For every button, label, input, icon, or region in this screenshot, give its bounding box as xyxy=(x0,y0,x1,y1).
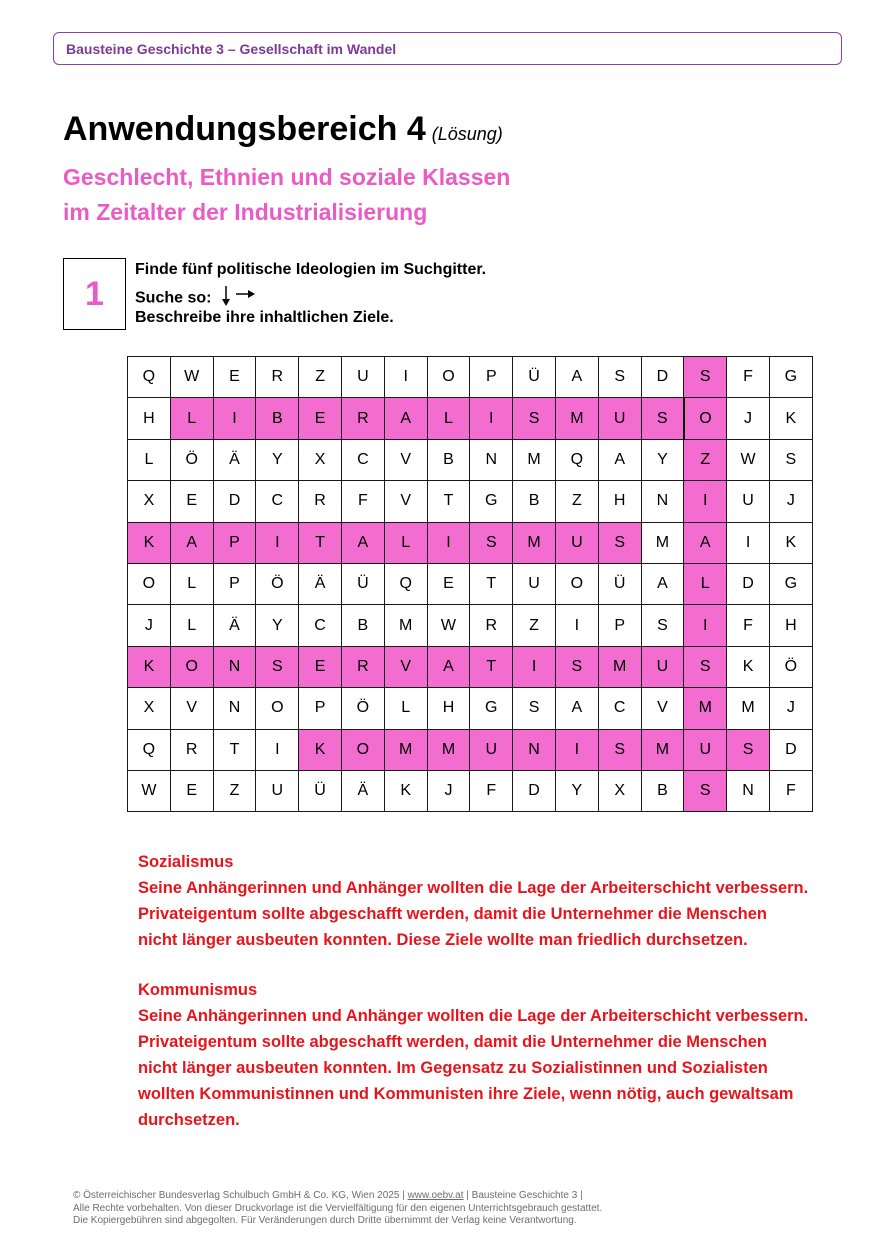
grid-cell: V xyxy=(384,481,427,522)
grid-cell: Y xyxy=(555,770,598,811)
grid-cell: T xyxy=(470,563,513,604)
grid-cell: C xyxy=(341,439,384,480)
grid-cell: A xyxy=(341,522,384,563)
grid-cell: O xyxy=(170,646,213,687)
grid-cell: T xyxy=(470,646,513,687)
grid-cell: S xyxy=(684,770,727,811)
grid-cell: C xyxy=(598,688,641,729)
grid-row xyxy=(128,481,813,522)
grid-cell: O xyxy=(341,729,384,770)
grid-cell: S xyxy=(641,398,684,439)
task-number-box: 1 xyxy=(63,258,126,330)
footer-line-3: Die Kopiergebühren sind abgegolten. Für Veränderungen durch Dritte übernimmt der Verlag keine Verantwortung. xyxy=(73,1215,577,1226)
grid-cell: N xyxy=(470,439,513,480)
arrow-right-icon xyxy=(236,290,255,298)
grid-cell: G xyxy=(769,357,812,398)
grid-cell: Q xyxy=(555,439,598,480)
grid-cell: Ö xyxy=(769,646,812,687)
grid-cell: N xyxy=(213,688,256,729)
grid-cell: W xyxy=(128,770,171,811)
footer-line-2: Alle Rechte vorbehalten. Von dieser Druckvorlage ist die Vervielfältigung für den eigenen Unterrichtsgebrauch gestattet. xyxy=(73,1202,603,1214)
grid-cell: V xyxy=(641,688,684,729)
grid-cell: O xyxy=(555,563,598,604)
grid-cell: Ü xyxy=(598,563,641,604)
grid-cell: P xyxy=(213,522,256,563)
answer-line: Seine Anhängerinnen und Anhänger wollten die Lage der Arbeiterschicht verbessern. xyxy=(138,879,809,897)
grid-cell: F xyxy=(470,770,513,811)
grid-cell: S xyxy=(256,646,299,687)
grid-cell: P xyxy=(470,357,513,398)
grid-cell: V xyxy=(384,439,427,480)
grid-cell: V xyxy=(170,688,213,729)
grid-cell: U xyxy=(727,481,770,522)
grid-cell: S xyxy=(769,439,812,480)
grid-cell: X xyxy=(598,770,641,811)
copyright-text: © Österreichischer Bundesverlag Schulbuch GmbH & Co. KG, Wien 2025 | xyxy=(73,1190,405,1201)
grid-cell: I xyxy=(470,398,513,439)
grid-cell: S xyxy=(684,357,727,398)
series-ref: | Bausteine Geschichte 3 | xyxy=(466,1190,583,1201)
grid-cell: I xyxy=(555,729,598,770)
grid-cell: R xyxy=(170,729,213,770)
task-instruction-1: Finde fünf politische Ideologien im Suchgitter. xyxy=(135,261,487,278)
grid-cell: K xyxy=(727,646,770,687)
grid-cell: O xyxy=(427,357,470,398)
grid-cell: L xyxy=(384,688,427,729)
grid-cell: N xyxy=(213,646,256,687)
grid-cell: Ü xyxy=(299,770,342,811)
grid-cell: D xyxy=(727,563,770,604)
answer-heading: Kommunismus xyxy=(138,981,258,999)
grid-cell: Q xyxy=(128,357,171,398)
grid-cell: M xyxy=(555,398,598,439)
grid-row xyxy=(128,522,813,563)
grid-cell: P xyxy=(299,688,342,729)
grid-cell: Z xyxy=(513,605,556,646)
grid-cell: Y xyxy=(256,439,299,480)
grid-cell: U xyxy=(598,398,641,439)
header-bar xyxy=(53,32,842,65)
grid-row xyxy=(128,605,813,646)
grid-cell: K xyxy=(384,770,427,811)
grid-cell: K xyxy=(299,729,342,770)
grid-cell: U xyxy=(513,563,556,604)
task-instruction-2 xyxy=(135,285,256,312)
grid-cell: A xyxy=(555,357,598,398)
footer xyxy=(73,1190,602,1228)
page-title xyxy=(63,110,503,149)
grid-cell: K xyxy=(128,522,171,563)
arrow-down-icon xyxy=(222,286,230,306)
grid-cell: S xyxy=(470,522,513,563)
grid-cell: Y xyxy=(641,439,684,480)
grid-cell: D xyxy=(513,770,556,811)
grid-cell: I xyxy=(727,522,770,563)
grid-row xyxy=(128,770,813,811)
grid-cell: K xyxy=(128,646,171,687)
grid-cell: E xyxy=(170,770,213,811)
grid-cell: S xyxy=(727,729,770,770)
grid-cell: S xyxy=(513,398,556,439)
grid-cell: G xyxy=(769,563,812,604)
grid-cell: I xyxy=(684,481,727,522)
grid-cell: B xyxy=(513,481,556,522)
grid-cell: Ü xyxy=(341,563,384,604)
grid-cell: E xyxy=(299,398,342,439)
title-note: (Lösung) xyxy=(431,124,503,144)
grid-cell: R xyxy=(256,357,299,398)
grid-cell: S xyxy=(555,646,598,687)
grid-cell: S xyxy=(513,688,556,729)
answer-line: Seine Anhängerinnen und Anhänger wollten die Lage der Arbeiterschicht verbessern. xyxy=(138,1007,809,1025)
grid-cell: B xyxy=(641,770,684,811)
grid-cell: W xyxy=(727,439,770,480)
grid-cell: A xyxy=(555,688,598,729)
grid-row xyxy=(128,398,813,439)
grid-row xyxy=(128,357,813,398)
grid-cell: I xyxy=(555,605,598,646)
grid-cell: H xyxy=(128,398,171,439)
grid-cell: B xyxy=(341,605,384,646)
grid-row xyxy=(128,729,813,770)
grid-cell: E xyxy=(299,646,342,687)
grid-cell: W xyxy=(427,605,470,646)
grid-cell: O xyxy=(128,563,171,604)
subtitle-line-2: im Zeitalter der Industrialisierung xyxy=(63,199,428,225)
grid-cell: F xyxy=(727,357,770,398)
grid-cell: A xyxy=(170,522,213,563)
grid-cell: Z xyxy=(213,770,256,811)
grid-cell: A xyxy=(684,522,727,563)
grid-cell: U xyxy=(641,646,684,687)
grid-cell: O xyxy=(256,688,299,729)
grid-cell: R xyxy=(341,646,384,687)
grid-cell: E xyxy=(213,357,256,398)
answer-line: nicht länger ausbeuten konnten. Im Gegensatz zu Sozialistinnen und Sozialisten xyxy=(138,1059,768,1077)
grid-cell: L xyxy=(684,563,727,604)
grid-cell: R xyxy=(299,481,342,522)
grid-cell: J xyxy=(427,770,470,811)
grid-cell: I xyxy=(684,605,727,646)
answer-sozialismus xyxy=(138,849,808,953)
grid-cell: L xyxy=(384,522,427,563)
grid-cell: X xyxy=(128,688,171,729)
grid-cell: Q xyxy=(384,563,427,604)
grid-cell: O xyxy=(684,398,727,439)
grid-cell: I xyxy=(427,522,470,563)
grid-cell: W xyxy=(170,357,213,398)
grid-cell: D xyxy=(213,481,256,522)
publisher-link[interactable]: www.oebv.at xyxy=(407,1190,464,1201)
answer-line: durchsetzen. xyxy=(138,1111,240,1129)
grid-cell: M xyxy=(641,729,684,770)
grid-row xyxy=(128,646,813,687)
grid-cell: T xyxy=(213,729,256,770)
grid-cell: B xyxy=(256,398,299,439)
grid-cell: X xyxy=(128,481,171,522)
grid-cell: Z xyxy=(684,439,727,480)
answer-line: wollten Kommunistinnen und Kommunisten ihre Ziele, wenn nötig, auch gewaltsam xyxy=(138,1085,794,1103)
grid-cell: L xyxy=(128,439,171,480)
grid-cell: X xyxy=(299,439,342,480)
title-main: Anwendungsbereich 4 xyxy=(63,110,426,148)
answer-line: Privateigentum sollte abgeschafft werden, damit die Unternehmer die Menschen xyxy=(138,1033,767,1051)
grid-cell: D xyxy=(641,357,684,398)
grid-cell: U xyxy=(341,357,384,398)
grid-cell: Ü xyxy=(513,357,556,398)
grid-cell: S xyxy=(684,646,727,687)
grid-cell: T xyxy=(299,522,342,563)
grid-cell: J xyxy=(769,481,812,522)
grid-cell: R xyxy=(470,605,513,646)
grid-cell: U xyxy=(555,522,598,563)
grid-cell: F xyxy=(341,481,384,522)
grid-cell: L xyxy=(427,398,470,439)
grid-cell: A xyxy=(427,646,470,687)
grid-cell: E xyxy=(427,563,470,604)
grid-cell: L xyxy=(170,398,213,439)
grid-cell: D xyxy=(769,729,812,770)
grid-cell: Ö xyxy=(170,439,213,480)
grid-cell: U xyxy=(256,770,299,811)
grid-cell: A xyxy=(641,563,684,604)
grid-cell: I xyxy=(213,398,256,439)
grid-cell: I xyxy=(256,729,299,770)
grid-cell: M xyxy=(513,522,556,563)
grid-cell: H xyxy=(427,688,470,729)
grid-cell: R xyxy=(341,398,384,439)
footer-line-1 xyxy=(73,1190,602,1203)
grid-cell: P xyxy=(213,563,256,604)
grid-row xyxy=(128,439,813,480)
grid-cell: K xyxy=(769,398,812,439)
grid-row xyxy=(128,563,813,604)
grid-cell: H xyxy=(769,605,812,646)
grid-cell: E xyxy=(170,481,213,522)
grid-cell: A xyxy=(384,398,427,439)
grid-cell: J xyxy=(769,688,812,729)
subtitle-line-1: Geschlecht, Ethnien und soziale Klassen xyxy=(63,164,511,190)
series-title: Bausteine Geschichte 3 – Gesellschaft im Wandel xyxy=(66,41,397,57)
grid-cell: M xyxy=(384,729,427,770)
grid-cell: C xyxy=(256,481,299,522)
grid-cell: Ä xyxy=(213,439,256,480)
task-instruction-2-text: Suche so: xyxy=(135,289,212,307)
grid-cell: S xyxy=(598,357,641,398)
grid-cell: H xyxy=(598,481,641,522)
grid-cell: Ä xyxy=(213,605,256,646)
grid-cell: B xyxy=(427,439,470,480)
word-search-grid xyxy=(127,356,813,812)
grid-cell: Ä xyxy=(341,770,384,811)
grid-cell: M xyxy=(727,688,770,729)
grid-cell: Z xyxy=(299,357,342,398)
grid-cell: F xyxy=(769,770,812,811)
grid-cell: M xyxy=(513,439,556,480)
grid-cell: I xyxy=(513,646,556,687)
answer-line: nicht länger ausbeuten konnten. Diese Ziele wollte man friedlich durchsetzen. xyxy=(138,931,748,949)
grid-cell: N xyxy=(727,770,770,811)
grid-cell: J xyxy=(727,398,770,439)
grid-cell: M xyxy=(384,605,427,646)
grid-cell: N xyxy=(641,481,684,522)
grid-cell: J xyxy=(128,605,171,646)
answer-heading: Sozialismus xyxy=(138,853,234,871)
grid-cell: M xyxy=(641,522,684,563)
grid-cell: M xyxy=(598,646,641,687)
grid-cell: L xyxy=(170,563,213,604)
grid-cell: Ö xyxy=(341,688,384,729)
grid-cell: Ö xyxy=(256,563,299,604)
grid-cell: L xyxy=(170,605,213,646)
answer-line: Privateigentum sollte abgeschafft werden, damit die Unternehmer die Menschen xyxy=(138,905,767,923)
grid-cell: U xyxy=(470,729,513,770)
grid-row xyxy=(128,688,813,729)
grid-cell: G xyxy=(470,688,513,729)
grid-cell: I xyxy=(384,357,427,398)
grid-cell: Q xyxy=(128,729,171,770)
grid-cell: Y xyxy=(256,605,299,646)
task-instruction-3: Beschreibe ihre inhaltlichen Ziele. xyxy=(135,309,394,326)
grid-cell: A xyxy=(598,439,641,480)
grid-cell: U xyxy=(684,729,727,770)
answer-kommunismus xyxy=(138,977,808,1133)
grid-cell: S xyxy=(598,522,641,563)
grid-cell: M xyxy=(427,729,470,770)
grid-cell: F xyxy=(727,605,770,646)
grid-cell: P xyxy=(598,605,641,646)
grid-cell: G xyxy=(470,481,513,522)
grid-cell: M xyxy=(684,688,727,729)
grid-cell: K xyxy=(769,522,812,563)
grid-cell: T xyxy=(427,481,470,522)
grid-cell: S xyxy=(598,729,641,770)
grid-cell: Ä xyxy=(299,563,342,604)
direction-arrows xyxy=(220,285,256,312)
grid-cell: I xyxy=(256,522,299,563)
grid-cell: Z xyxy=(555,481,598,522)
grid-cell: S xyxy=(641,605,684,646)
grid-cell: V xyxy=(384,646,427,687)
grid-cell: N xyxy=(513,729,556,770)
grid-cell: C xyxy=(299,605,342,646)
